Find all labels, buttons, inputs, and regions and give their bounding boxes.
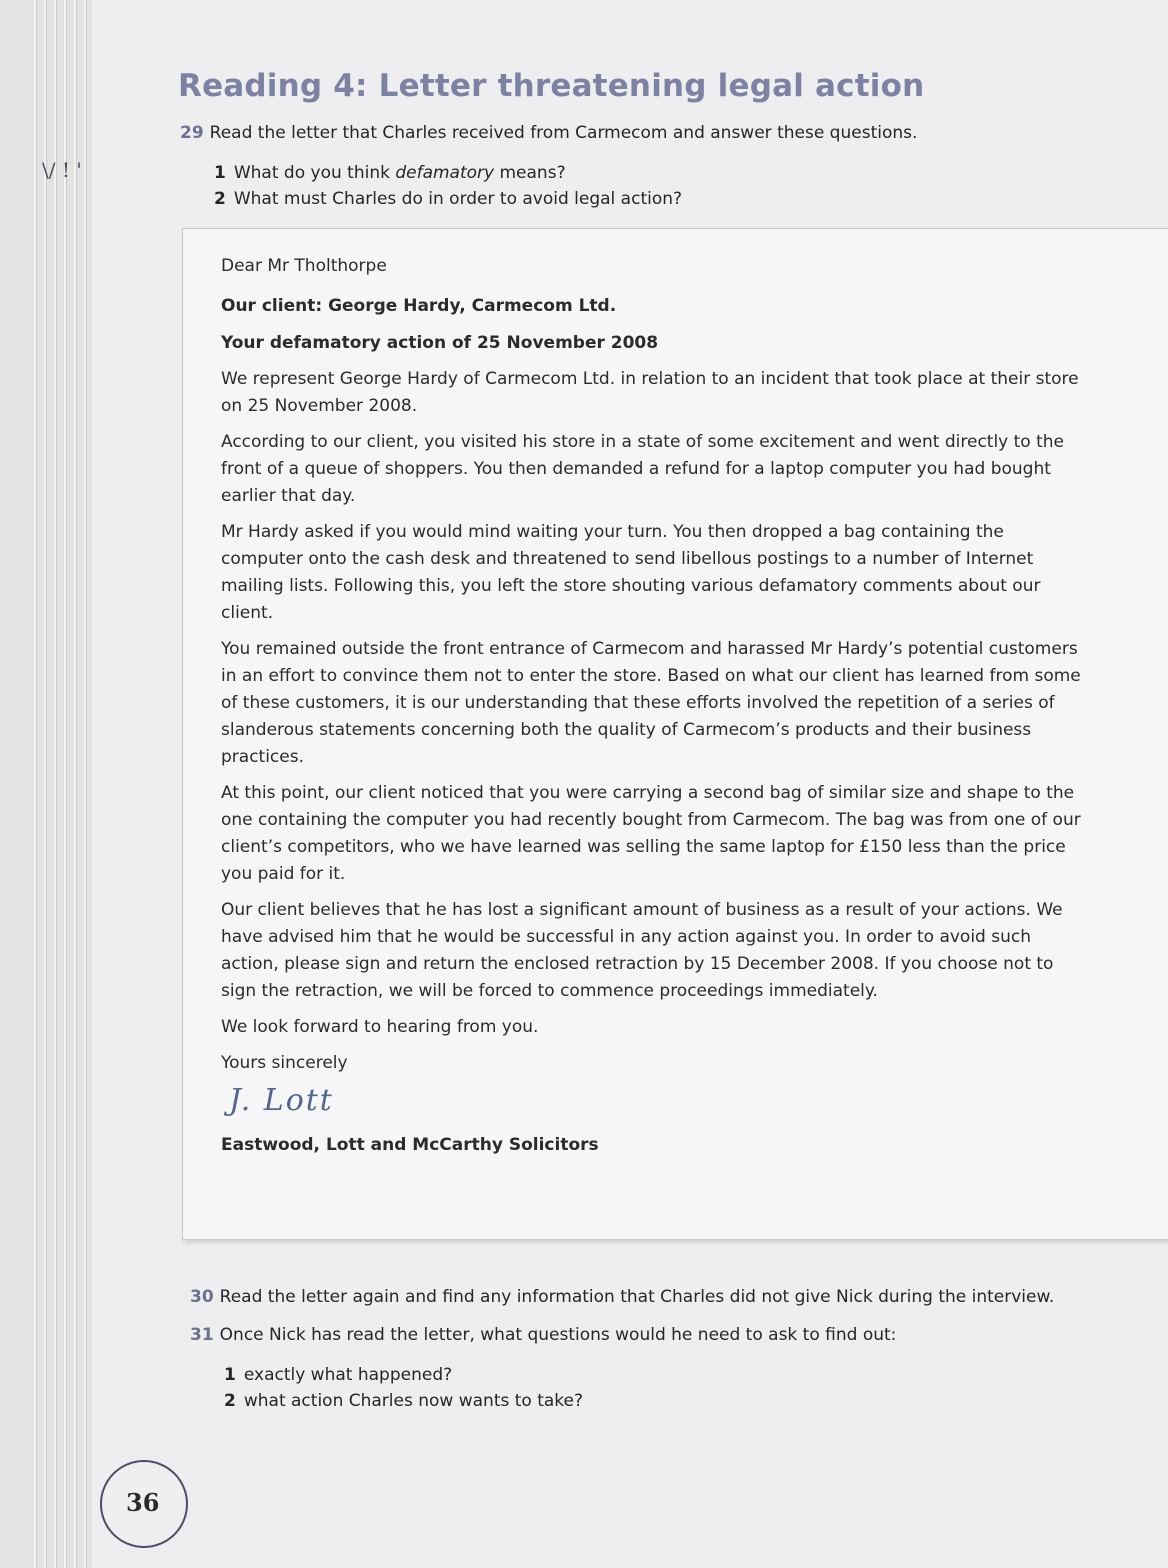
letter-paragraph: Mr Hardy asked if you would mind waiting your turn. You then dropped a bag containing the computer onto the cash desk and threatened to send libellous postings to a number of Internet mailing lists. Following this, you left the store shouting various defamatory comments about our client. <box>221 522 1041 623</box>
page-title: Reading 4: Letter threatening legal action <box>178 68 925 104</box>
question-29-item-1 <box>214 162 566 184</box>
item-number: 2 <box>214 189 226 209</box>
question-number: 30 <box>190 1287 214 1307</box>
item-number: 1 <box>224 1365 236 1385</box>
page-stack-edge <box>74 0 76 1568</box>
question-text: Read the letter again and find any information that Charles did not give Nick during the interview. <box>219 1287 1055 1307</box>
page-number: 36 <box>126 1488 160 1517</box>
page-stack-edge <box>44 0 46 1568</box>
page-stack-edge <box>54 0 56 1568</box>
letter-box <box>182 228 1168 1240</box>
item-text: What must Charles do in order to avoid legal action? <box>233 189 683 209</box>
question-29-item-2 <box>214 188 682 210</box>
item-number: 1 <box>214 163 226 183</box>
question-30 <box>190 1286 1054 1308</box>
page-stack-edge <box>84 0 86 1568</box>
letter-firm-name: Eastwood, Lott and McCarthy Solicitors <box>221 1135 599 1155</box>
letter-paragraph: We represent George Hardy of Carmecom Ltd. in relation to an incident that took place at their store on 25 November 2008. <box>221 369 1079 416</box>
page-stack-edge <box>34 0 36 1568</box>
letter-salutation: Dear Mr Tholthorpe <box>221 256 387 276</box>
letter-paragraph: Our client believes that he has lost a significant amount of business as a result of your actions. We have advised him that he would be successful in any action against you. In order to avoid such action, please sign and return the enclosed retraction by 15 December 2008. If you choose not to sign the retraction, we will be forced to commence proceedings immediately. <box>221 900 1063 1001</box>
question-number: 31 <box>190 1325 214 1345</box>
letter-paragraph: You remained outside the front entrance of Carmecom and harassed Mr Hardy’s potential customers in an effort to convince them not to enter the store. Based on what our client has learned from some of these customers, it is our understanding that these efforts involved the repetition of a series of slanderous statements concerning both the quality of Carmecom’s products and their business practices. <box>221 639 1081 767</box>
letter-closing: Yours sincerely <box>221 1053 348 1073</box>
item-text: exactly what happened? <box>243 1365 453 1385</box>
letter-paragraph: At this point, our client noticed that you were carrying a second bag of similar size and shape to the one containing the computer you had recently bought from Carmecom. The bag was from one of our client’s competitors, who we have learned was selling the same laptop for £150 less than the price you paid for it. <box>221 783 1081 884</box>
page-stack-edge <box>64 0 66 1568</box>
question-number: 29 <box>180 123 204 143</box>
question-text: Read the letter that Charles received from Carmecom and answer these questions. <box>209 123 918 143</box>
handwritten-signature: J. Lott <box>229 1083 334 1118</box>
question-31 <box>190 1324 896 1346</box>
item-number: 2 <box>224 1391 236 1411</box>
question-29 <box>180 122 917 144</box>
letter-subject-action: Your defamatory action of 25 November 2008 <box>221 333 659 353</box>
margin-pencil-mark: \/ ! ' <box>42 158 82 182</box>
item-emphasis: defamatory <box>395 163 495 183</box>
question-text: Once Nick has read the letter, what questions would he need to ask to find out: <box>219 1325 897 1345</box>
letter-paragraph: We look forward to hearing from you. <box>221 1017 539 1037</box>
question-31-item-1 <box>224 1364 452 1386</box>
question-31-item-2 <box>224 1390 583 1412</box>
letter-body <box>221 253 1081 1168</box>
item-text: What do you think <box>233 163 396 183</box>
letter-paragraph: According to our client, you visited his store in a state of some excitement and went directly to the front of a queue of shoppers. You then demanded a refund for a laptop computer you had bought earlier that day. <box>221 432 1065 506</box>
letter-subject-client: Our client: George Hardy, Carmecom Ltd. <box>221 296 617 316</box>
page-number-badge <box>100 1460 188 1548</box>
item-text: what action Charles now wants to take? <box>243 1391 584 1411</box>
item-text-end: means? <box>494 163 566 183</box>
